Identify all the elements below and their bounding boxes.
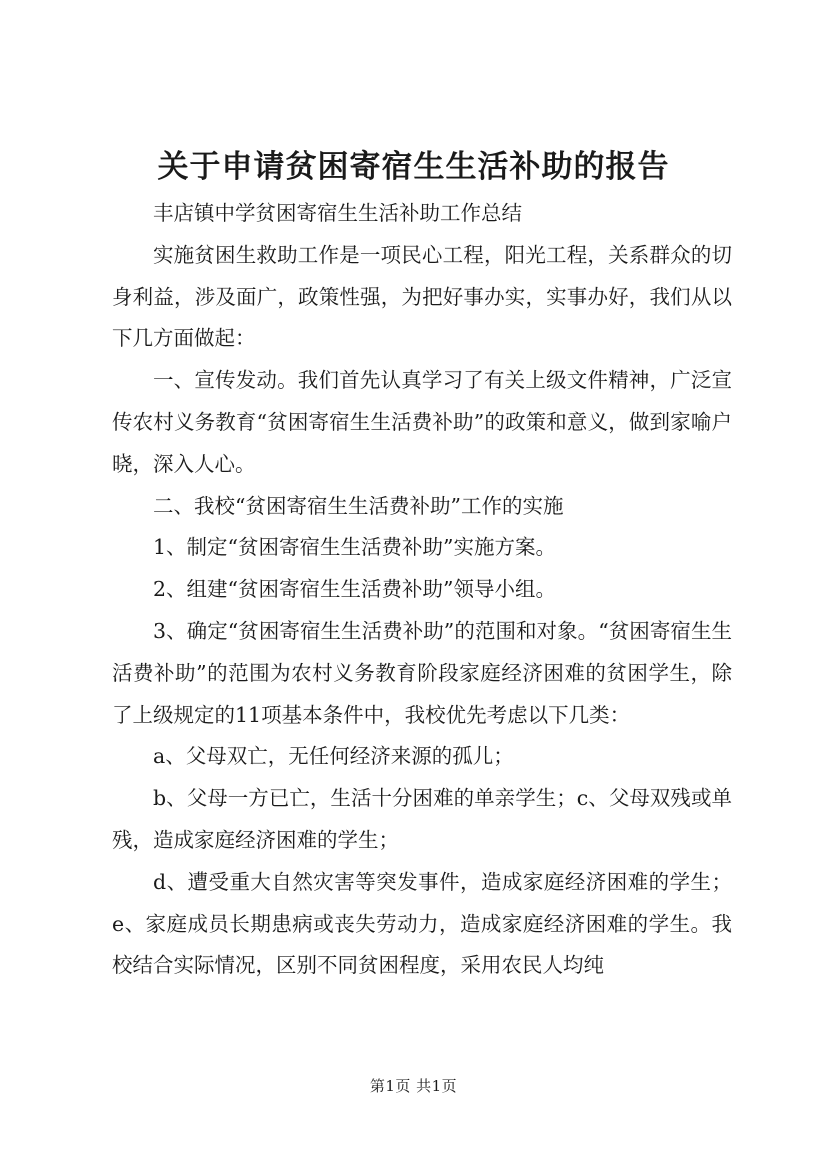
paragraph-section-1: 一、宣传发动。我们首先认真学习了有关上级文件精神，广泛宣传农村义务教育“贫困寄宿生生活费补助”的政策和意义，做到家喻户晓，深入人心。 bbox=[112, 368, 732, 476]
paragraph-item-1: 1、制定“贫困寄宿生生活费补助”实施方案。 bbox=[153, 535, 557, 560]
document-title: 关于申请贫困寄宿生生活补助的报告 bbox=[157, 149, 670, 185]
paragraph-section-2: 二、我校“贫困寄宿生生活费补助”工作的实施 bbox=[153, 493, 564, 518]
page-footer: 第1页 共1页 bbox=[369, 1077, 458, 1095]
paragraph-item-d-e: d、遭受重大自然灾害等突发事件，造成家庭经济困难的学生；e、家庭成员长期患病或丧失劳动力，造成家庭经济困难的学生。我校结合实际情况，区别不同贫困程度，采用农民人均纯 bbox=[112, 869, 732, 978]
paragraph-item-a: a、父母双亡，无任何经济来源的孤儿； bbox=[153, 744, 514, 769]
paragraph-intro: 实施贫困生救助工作是一项民心工程，阳光工程，关系群众的切身利益，涉及面广，政策性强，为把好事办实，实事办好，我们从以下几方面做起： bbox=[112, 242, 732, 351]
paragraph-item-2: 2、组建“贫困寄宿生生活费补助”领导小组。 bbox=[153, 577, 557, 602]
paragraph-subtitle: 丰店镇中学贫困寄宿生生活补助工作总结 bbox=[153, 201, 522, 225]
document-body bbox=[112, 193, 732, 987]
paragraph-item-b-c: b、父母一方已亡，生活十分困难的单亲学生；c、父母双残或单残，造成家庭经济困难的学生； bbox=[112, 786, 732, 852]
paragraph-item-3: 3、确定“贫困寄宿生生活费补助”的范围和对象。“贫困寄宿生生活费补助”的范围为农村义务教育阶段家庭经济困难的贫困学生，除了上级规定的11项基本条件中，我校优先考虑以下几类： bbox=[112, 618, 732, 727]
